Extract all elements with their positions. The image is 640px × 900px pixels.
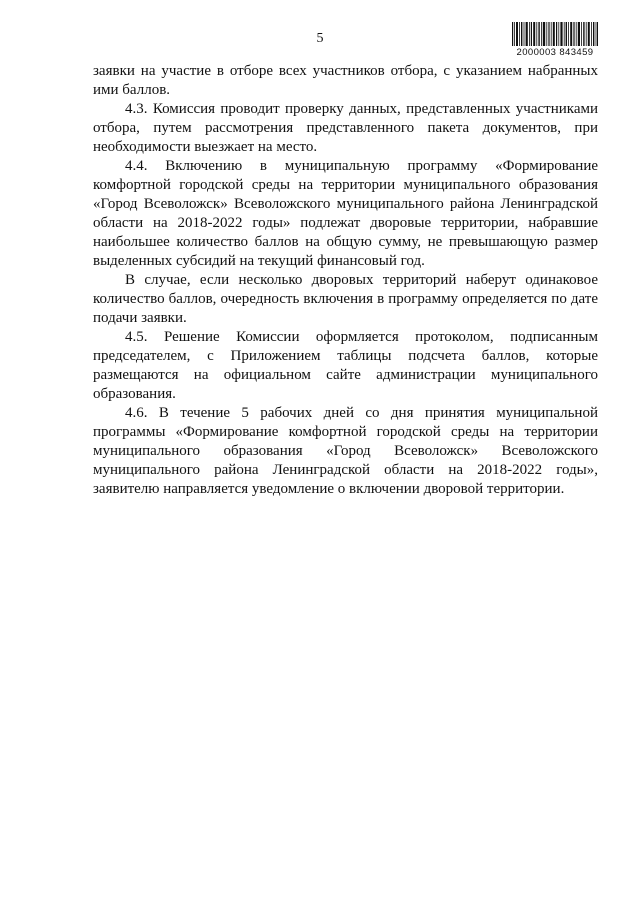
paragraph-4-5: 4.5. Решение Комиссии оформляется протоколом, подписанным председателем, с Приложением таблицы подсчета баллов, которые размещаются на официальном сайте администрации муниципального образования. [93, 329, 598, 402]
paragraph-4-4: 4.4. Включению в муниципальную программу «Формирование комфортной городской среды на территории муниципального образования «Город Всеволожск» Всеволожского муниципального района Ленинградской области на 2018-2022 годы» подлежат дворовые территории, набравшие наибольшее количество баллов на общую сумму, не превышающую размер выделенных субсидий на текущий финансовый год. [93, 158, 598, 269]
paragraph-continuation: заявки на участие в отборе всех участников отбора, с указанием набранных ими баллов. [93, 63, 598, 98]
barcode [512, 22, 598, 58]
paragraph-equal-score: В случае, если несколько дворовых территорий наберут одинаковое количество баллов, очередность включения в программу определяется по дате подачи заявки. [93, 272, 598, 326]
document-body [93, 62, 598, 499]
paragraph-4-6: 4.6. В течение 5 рабочих дней со дня принятия муниципальной программы «Формирование комфортной городской среды на территории муниципального образования «Город Всеволожск» Всеволожского муниципального района Ленинградской области на 2018-2022 годы», заявителю направляется уведомление о включении дворовой территории. [93, 405, 598, 497]
barcode-number: 2000003 843459 [516, 47, 594, 58]
barcode-bars [512, 22, 598, 46]
page-number: 5 [316, 31, 324, 46]
paragraph-4-3: 4.3. Комиссия проводит проверку данных, представленных участниками отбора, путем рассмотрения представленного пакета документов, при необходимости выезжает на место. [93, 101, 598, 155]
